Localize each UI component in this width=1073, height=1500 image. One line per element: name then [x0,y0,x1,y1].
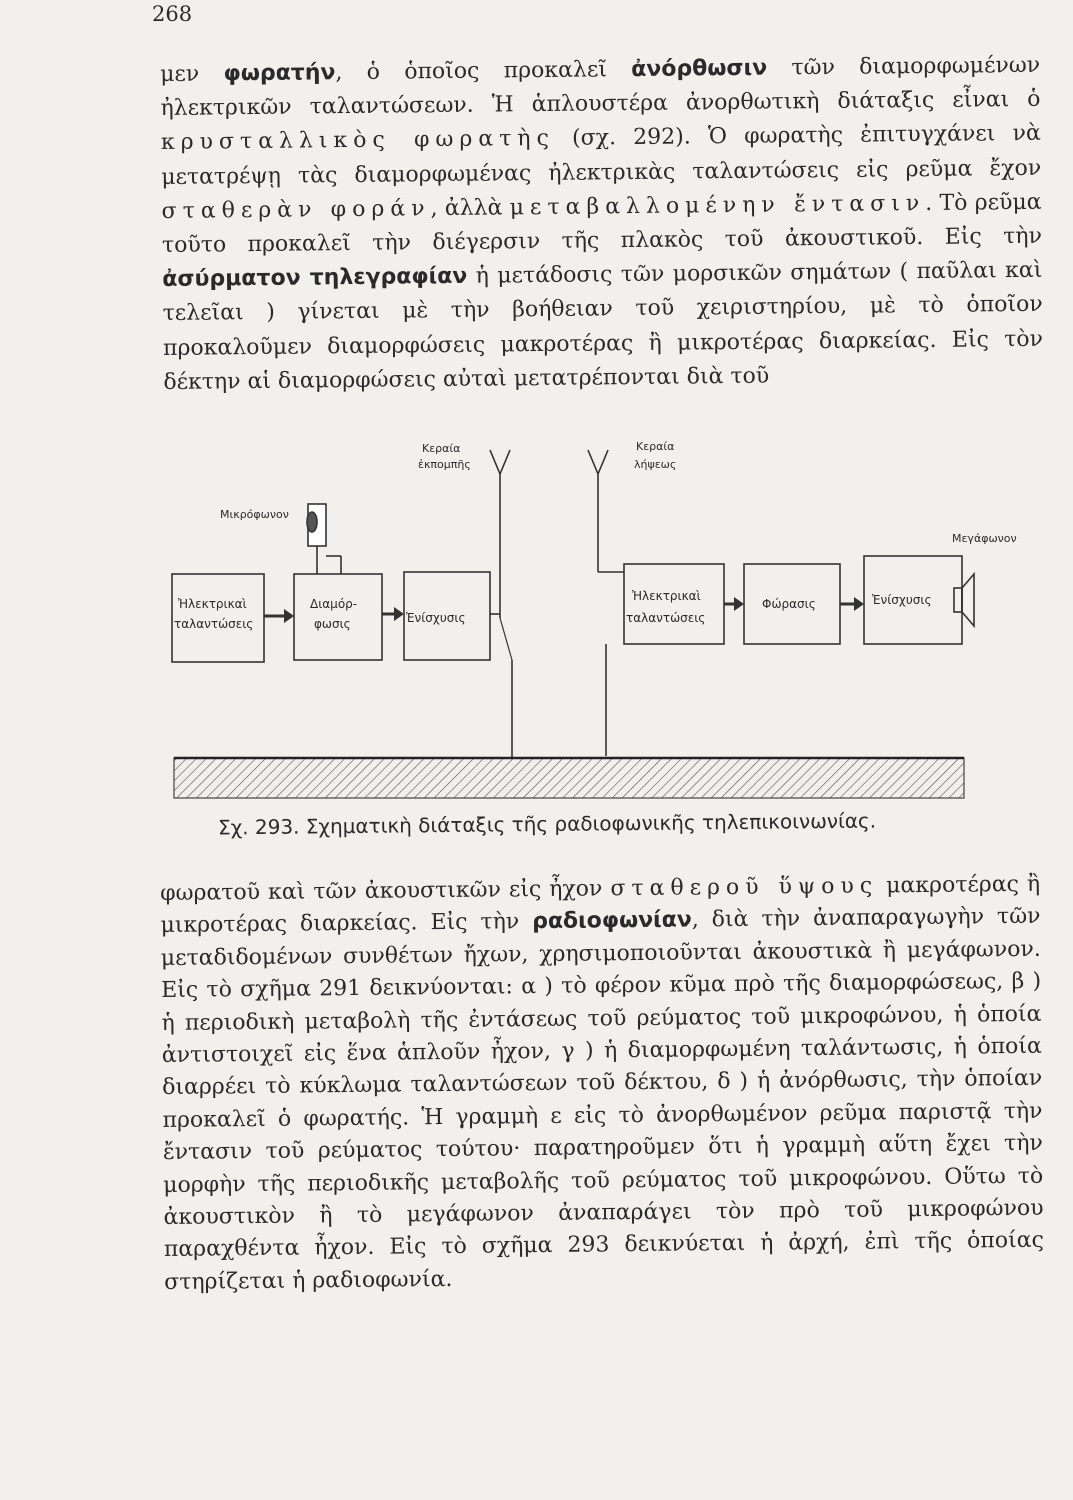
transmit-antenna-label-2: ἐκπομπῆς [418,458,471,471]
rx-oscillation-label: Ἠλεκτρικαὶ [632,589,701,603]
top-paragraph: μεν φωρατήν, ὁ ὁποῖος προκαλεῖ ἀνόρθωσιν τῶν διαμορφωμένων ἠλεκτρικῶν ταλαντώσεων. Ἡ ἁπλουστέρα ἀνορθωτικὴ διάταξις εἶναι ὁ κρυσταλλικὸς φωρατὴς (σχ. 292). Ὁ φωρατὴς ἐπιτυγχάνει νὰ μετατρέψῃ τὰς διαμορφωμένας ἠλεκτρικὰς ταλαντώσεις εἰς ρεῦμα ἔχον σταθερὰν φοράν, ἀλλὰ μεταβαλλομένην ἔντασιν. Τὸ ρεῦμα τοῦτο προκαλεῖ τὴν διέγερσιν τῆς πλακὸς τοῦ ἀκουστικοῦ. Εἰς τὴν ἀσύρματον τηλεγραφίαν ἡ μετάδοσις τῶν μορσικῶν σημάτων ( παῦλαι καὶ τελεῖαι ) γίνεται μὲ τὴν βοήθειαν τοῦ χειριστηρίου, μὲ τὸ ὁποῖον προκαλοῦμεν διαμορφώσεις μακροτέρας ἢ μικροτέρας διαρκείας. Εἰς τὸν δέκτην αἱ διαμορφώσεις αὐταὶ μετατρέπονται διὰ τοῦ [160,52,1044,395]
loudspeaker-icon [954,574,974,626]
rx-arrow-2-icon [840,597,864,611]
figure-caption: Σχ. 293. Σχηματικὴ διάταξις τῆς ραδιοφωνικῆς τηλεπικοινωνίας. [217,808,877,840]
receive-antenna-label: Κεραία [636,440,675,453]
term-rectification: ἀνόρθωσιν [631,55,768,83]
rx-amplifier-box [864,556,962,644]
rx-amplifier-label: Ἐνίσχυσις [872,593,932,607]
term-radio-broadcasting: ραδιοφωνίαν [532,907,692,935]
tx-oscillation-label: Ἠλεκτρικαὶ [178,597,247,611]
rx-oscillation-label-2: ταλαντώσεις [626,611,706,625]
ground-strip [174,758,964,798]
term-constant-direction: σταθερὰν φοράν [161,195,431,224]
transmit-antenna-icon [490,450,510,618]
tx-amplifier-label: Ἐνίσχυσις [406,611,466,625]
microphone-label: Μικρόφωνον [220,508,289,521]
bottom-paragraph: φωρατοῦ καὶ τῶν ἀκουστικῶν εἰς ἦχον σταθεροῦ ὕψους μακροτέρας ἢ μικροτέρας διαρκείας. Εἰς τὴν ραδιοφωνίαν, διὰ τὴν ἀναπαραγωγὴν τῶν μεταδιδομένων συνθέτων ἤχων, χρησιμοποιοῦνται ἀκουστικὰ ἢ μεγάφωνον. Εἰς τὸ σχῆμα 291 δεικνύονται: α ) τὸ φέρον κῦμα πρὸ τῆς διαμορφώσεως, β ) ἡ περιοδικὴ μεταβολὴ τῆς ἐντάσεως τοῦ ρεύματος τοῦ μικροφώνου, ἡ ὁποία ἀντιστοιχεῖ εἰς ἕνα ἁπλοῦν ἦχον, γ ) ἡ διαμορφωμένη ταλάντωσις, ἡ ὁποία διαρρέει τὸ κύκλωμα ταλαντώσεων τοῦ δέκτου, δ ) ἡ ἀνόρθωσις, τὴν ὁποίαν προκαλεῖ ὁ φωρατής. Ἡ γραμμὴ ε εἰς τὸ ἀνορθωμένον ρεῦμα παριστᾷ τὴν ἔντασιν τοῦ ρεύματος τούτου· παρατηροῦμεν ὅτι ἡ γραμμὴ αὕτη ἔχει τὴν μορφὴν τῆς περιοδικῆς μεταβολῆς τοῦ ρεύματος τοῦ μικροφώνου. Οὕτω τὸ ἀκουστικὸν ἢ τὸ μεγάφωνον ἀναπαράγει τὸν πρὸ τοῦ μικροφώνου παραχθέντα ἦχον. Εἰς τὸ σχῆμα 293 δεικνύεται ἡ ἀρχή, ἐπὶ τῆς ὁποίας στηρίζεται ἡ ραδιοφωνία. [160,871,1044,1295]
receive-antenna-icon [588,450,608,572]
tx-oscillation-label-2: ταλαντώσεις [174,617,254,631]
term-detector: φωρατήν [223,60,336,87]
receive-antenna-label-2: λήψεως [634,458,677,471]
tx-arrow-2-icon [382,607,404,621]
detector-label: Φώρασις [762,597,816,611]
loudspeaker-label: Μεγάφωνον [952,532,1017,545]
rx-arrow-1-icon [724,597,744,611]
modulation-label: Διαμόρ- [310,597,358,611]
term-varying-intensity: μεταβαλλομένην ἔντασιν [509,190,926,221]
term-wireless-telegraphy: ἀσύρματον τηλεγραφίαν [162,264,468,293]
term-crystal-detector: κρυσταλλικὸς φωρατὴς [160,126,555,156]
tx-oscillation-box [172,574,264,662]
term-constant-pitch: σταθεροῦ ὕψους [610,873,879,902]
tx-arrow-1-icon [264,609,294,623]
modulation-label-2: φωσις [314,617,351,631]
detector-box [744,564,840,644]
microphone-icon [307,504,341,574]
transmit-antenna-label: Κεραία [422,442,461,455]
radio-diagram [160,438,1017,828]
rx-oscillation-box [624,564,724,644]
modulation-box [294,574,382,660]
tx-amplifier-box [404,572,490,660]
page-number: 268 [152,2,193,26]
